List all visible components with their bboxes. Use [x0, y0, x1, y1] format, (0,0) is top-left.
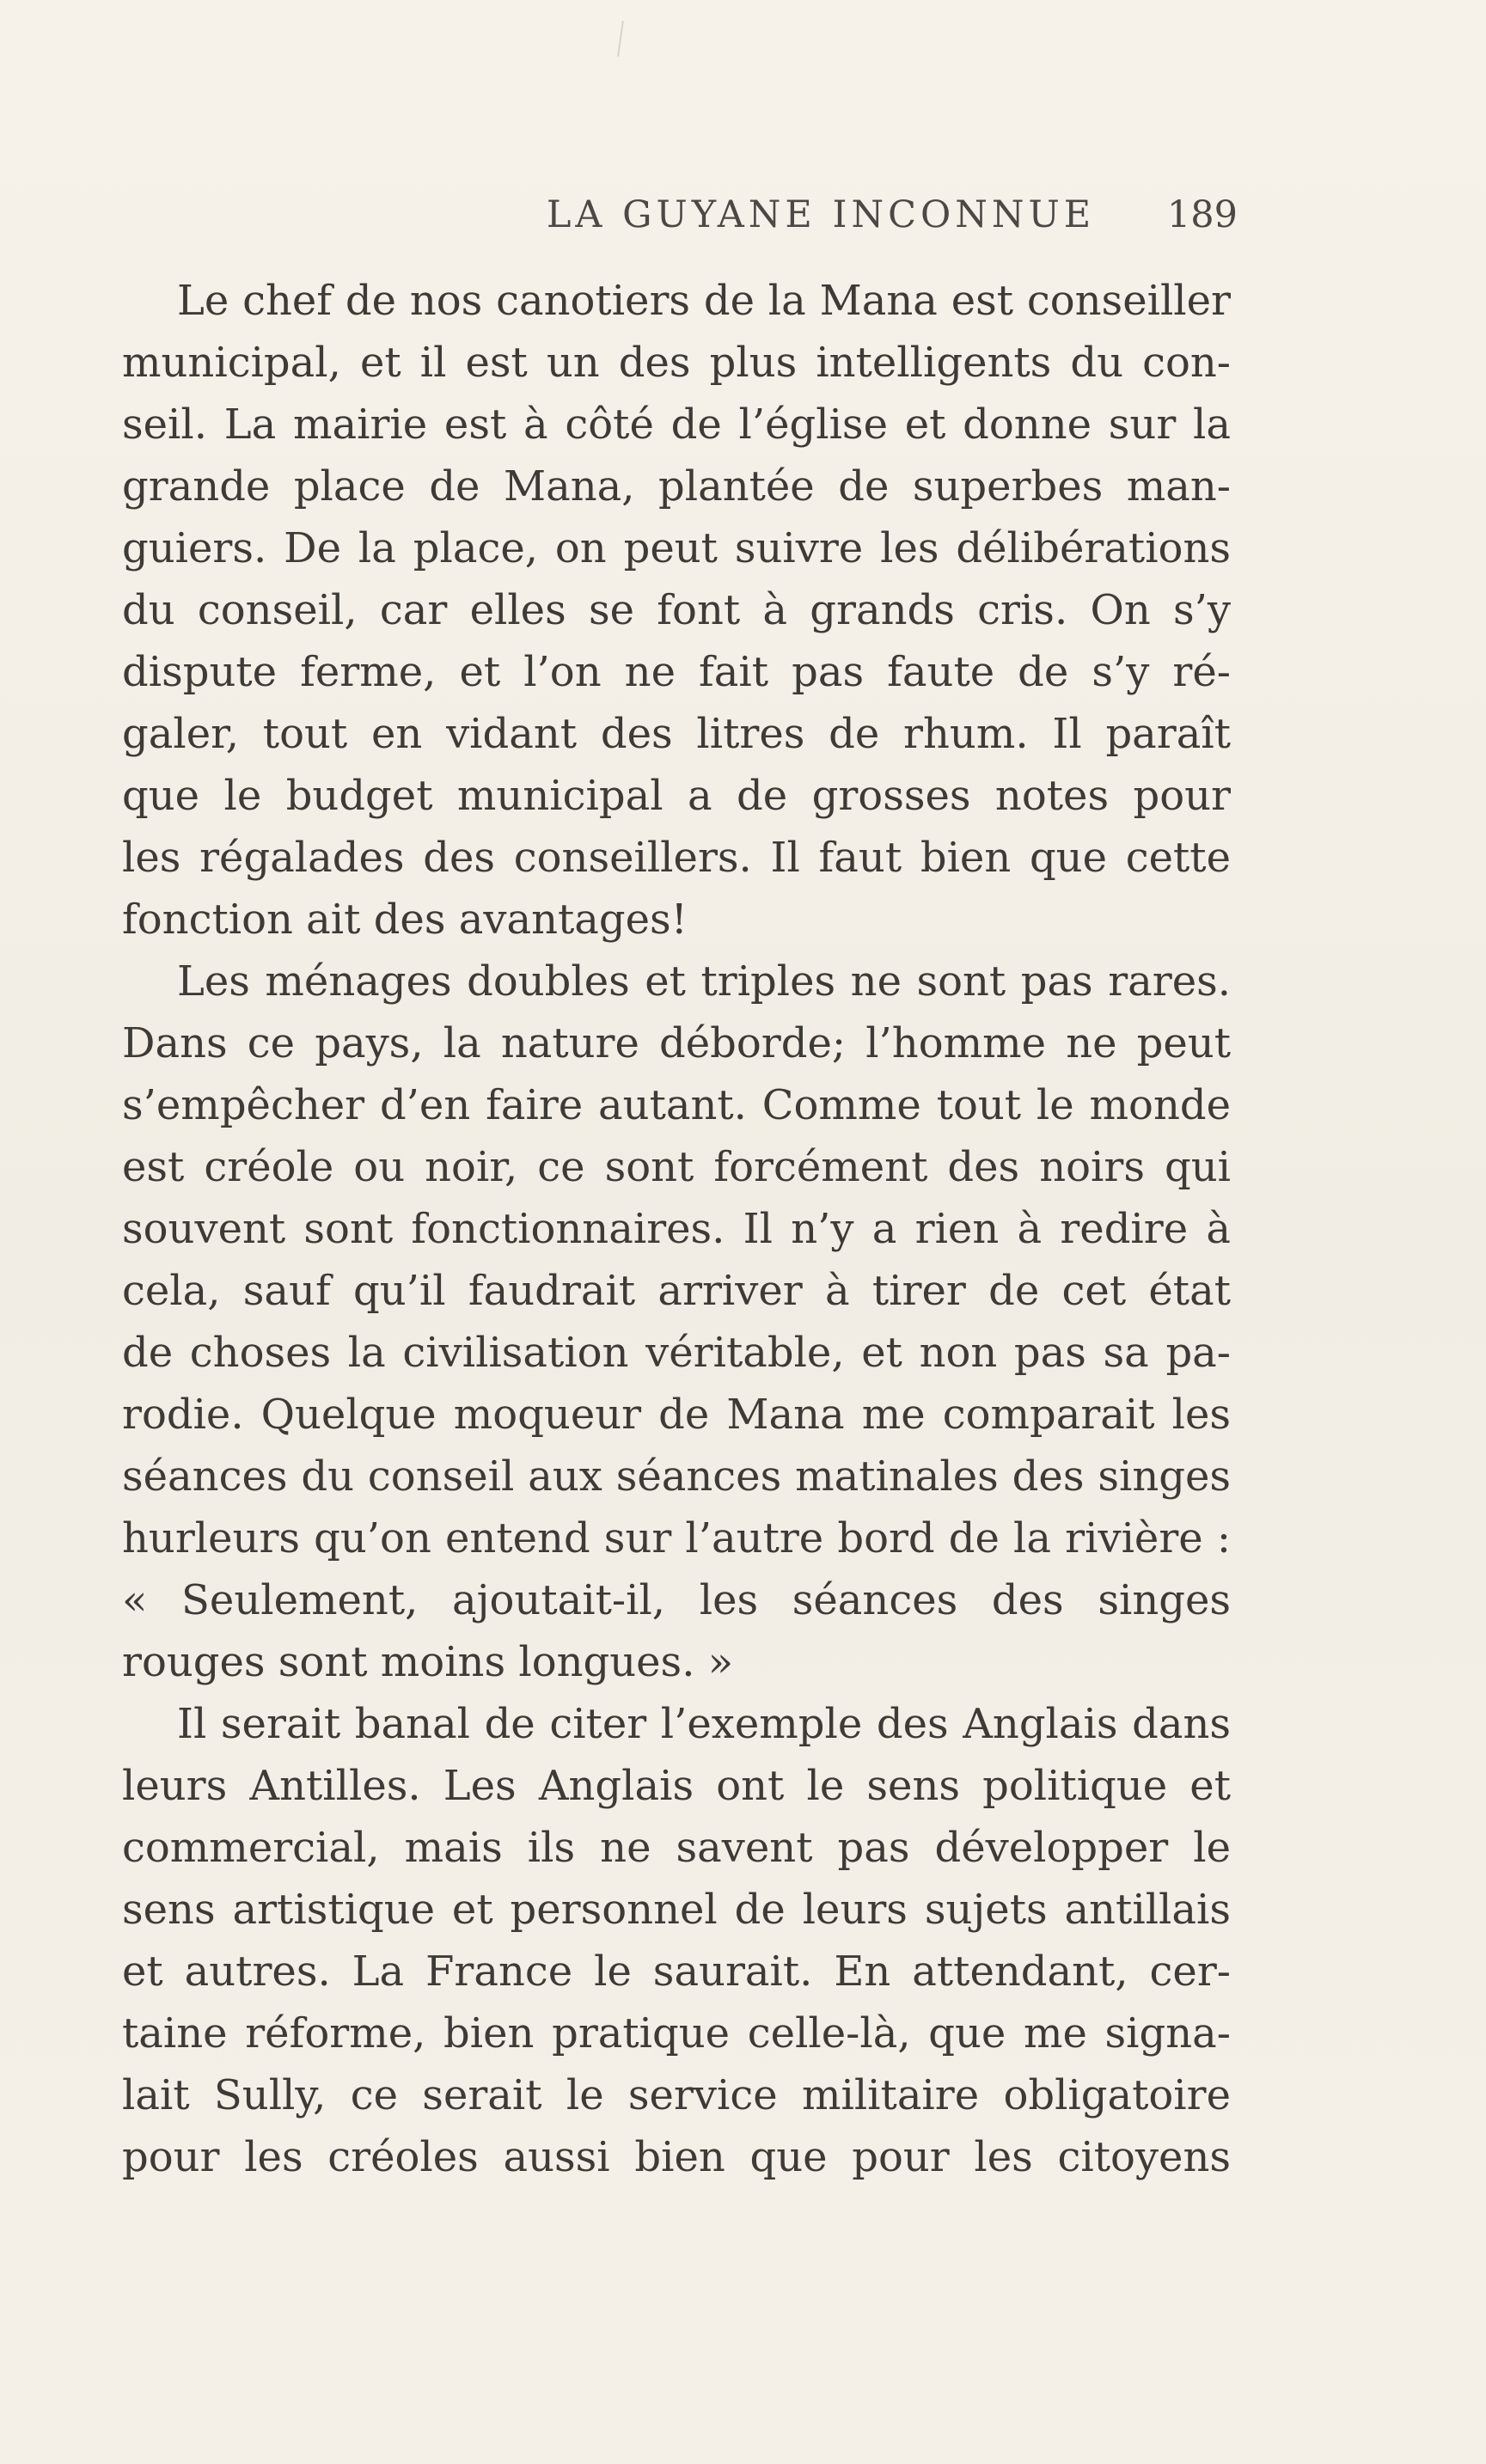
text-line: Il serait banal de citer l’exemple des Anglais dans	[177, 1700, 1231, 1748]
text-line: seil. La mairie est à côté de l’église et donne sur la	[122, 400, 1231, 449]
text-line: taine réforme, bien pratique celle-là, que me signa-	[122, 2009, 1231, 2057]
text-line: les régalades des conseillers. Il faut bien que cette	[122, 834, 1231, 882]
text-line: Le chef de nos canotiers de la Mana est conseiller	[177, 277, 1231, 325]
text-line: commercial, mais ils ne savent pas développer le	[122, 1824, 1231, 1872]
text-line: municipal, et il est un des plus intelligents du con-	[122, 339, 1231, 387]
text-line: galer, tout en vidant des litres de rhum. Il paraît	[122, 710, 1231, 758]
text-line: du conseil, car elles se font à grands cris. On s’y	[122, 586, 1231, 634]
text-line: dispute ferme, et l’on ne fait pas faute de s’y ré-	[122, 648, 1231, 696]
text-line: hurleurs qu’on entend sur l’autre bord de la rivière :	[122, 1514, 1231, 1562]
running-head: LA GUYANE INCONNUE	[546, 193, 1096, 236]
text-line: s’empêcher d’en faire autant. Comme tout le monde	[122, 1081, 1231, 1129]
text-line: leurs Antilles. Les Anglais ont le sens politique et	[122, 1762, 1231, 1810]
text-line: souvent sont fonctionnaires. Il n’y a rien à redire à	[122, 1205, 1231, 1253]
text-line: fonction ait des avantages!	[122, 896, 688, 944]
text-line: Les ménages doubles et triples ne sont pas rares.	[177, 957, 1231, 1006]
text-line: rouges sont moins longues. »	[122, 1638, 734, 1686]
text-line: cela, sauf qu’il faudrait arriver à tirer de cet état	[122, 1267, 1231, 1315]
text-line: sens artistique et personnel de leurs sujets antillais	[122, 1886, 1231, 1934]
text-line: guiers. De la place, on peut suivre les délibérations	[122, 524, 1231, 572]
text-line: Dans ce pays, la nature déborde; l’homme ne peut	[122, 1019, 1231, 1067]
text-line: séances du conseil aux séances matinales des singes	[122, 1452, 1231, 1501]
text-line: rodie. Quelque moqueur de Mana me comparait les	[122, 1391, 1231, 1439]
text-line: pour les créoles aussi bien que pour les citoyens	[122, 2133, 1231, 2181]
stray-pencil-mark	[617, 21, 624, 57]
text-line: grande place de Mana, plantée de superbes man-	[122, 462, 1231, 511]
text-line: « Seulement, ajoutait-il, les séances des singes	[122, 1576, 1231, 1624]
text-line: que le budget municipal a de grosses notes pour	[122, 772, 1231, 820]
text-line: lait Sully, ce serait le service militaire obligatoire	[122, 2071, 1231, 2119]
text-line: et autres. La France le saurait. En attendant, cer-	[122, 1947, 1231, 1996]
text-line: de choses la civilisation véritable, et non pas sa pa-	[122, 1329, 1231, 1377]
text-line: est créole ou noir, ce sont forcément des noirs qui	[122, 1143, 1231, 1191]
page-number: 189	[1166, 193, 1238, 236]
